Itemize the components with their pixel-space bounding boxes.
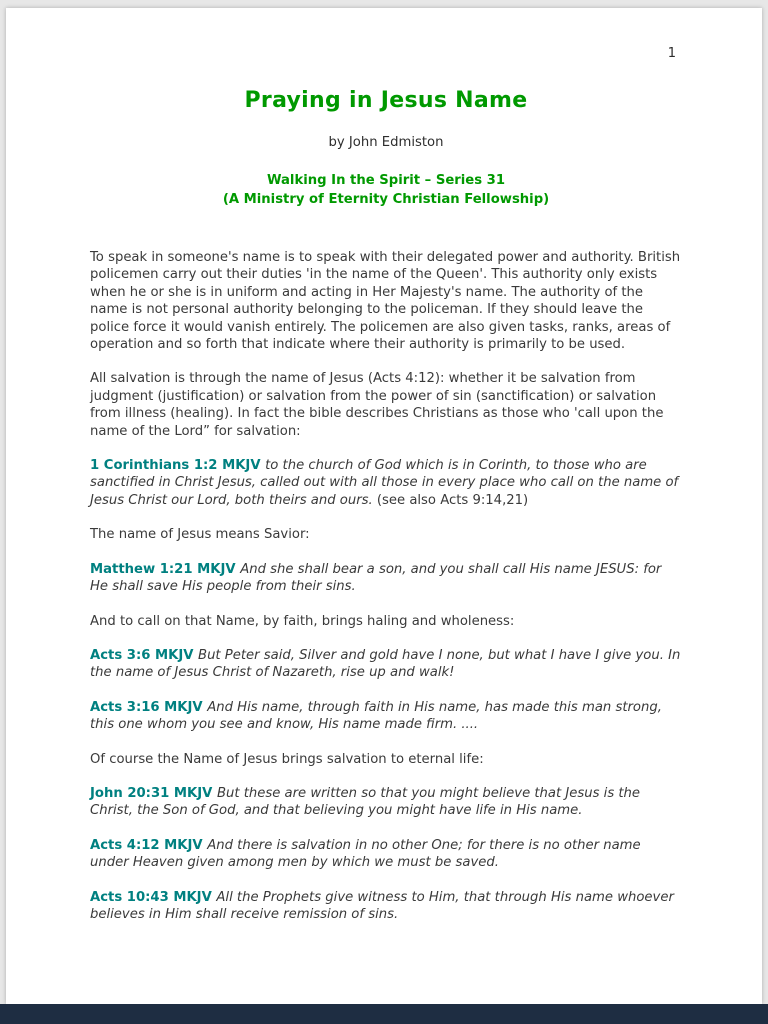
scripture-ref: 1 Corinthians 1:2 MKJV xyxy=(90,458,266,474)
scripture-paragraph xyxy=(90,837,682,872)
scripture-paragraph xyxy=(90,785,682,820)
scripture-paragraph xyxy=(90,561,682,596)
scripture-text: And there is salvation in no other One; for there is no other name under Heaven given among men by which we must be saved. xyxy=(90,837,641,871)
scripture-text: But Peter said, Silver and gold have I none, but what I have I give you. In the name of Jesus Christ of Nazareth, rise up and walk! xyxy=(90,647,681,681)
body-paragraph: And to call on that Name, by faith, brings haling and wholeness: xyxy=(90,613,515,629)
scripture-ref: Acts 10:43 MKJV xyxy=(90,889,217,905)
scripture-paragraph xyxy=(90,889,682,924)
byline: by John Edmiston xyxy=(328,135,444,150)
scripture-text: But these are written so that you might believe that Jesus is the Christ, the Son of God, and that believing you might have life in His name. xyxy=(90,785,641,819)
scripture-suffix: (see also Acts 9:14,21) xyxy=(372,492,529,508)
scripture-text: All the Prophets give witness to Him, that through His name whoever believes in Him shall receive remission of sins. xyxy=(90,889,674,922)
scripture-paragraph xyxy=(90,457,682,509)
scripture-paragraph xyxy=(90,647,682,682)
scripture-text: to the church of God which is in Corinth, to those who are sanctified in Christ Jesus, called out with all those in every place who call on the name of Jesus Christ our Lord, both theirs and ours. xyxy=(90,458,679,508)
series-title xyxy=(90,171,682,209)
scripture-paragraph xyxy=(90,699,682,734)
scripture-text: And she shall bear a son, and you shall call His name JESUS: for He shall save His people from their sins. xyxy=(90,561,662,595)
series-line-1: Walking In the Spirit – Series 31 xyxy=(266,173,506,188)
scripture-ref: Acts 3:16 MKJV xyxy=(90,699,208,715)
paragraphs xyxy=(90,249,682,923)
body-paragraph: To speak in someone's name is to speak with their delegated power and authority. British policemen carry out their duties 'in the name of the Queen'. This authority only exists when he or she is in uniform and acting in Her Majesty's name. The authority of the name is not personal authority belonging to the policeman. If they should leave the police force it would vanish entirely. The policemen are also given tasks, ranks, areas of operation and so forth that indicate where their authority is primarily to be used. xyxy=(90,250,681,353)
page-number: 1 xyxy=(667,46,676,61)
scripture-ref: Matthew 1:21 MKJV xyxy=(90,561,241,577)
scripture-ref: Acts 4:12 MKJV xyxy=(90,837,208,853)
body-paragraph: All salvation is through the name of Jesus (Acts 4:12): whether it be salvation from judgment (justification) or salvation from the power of sin (sanctification) or salvation from illness (healing). In fact the bible describes Christians as those who 'call upon the name of the Lord” for salvation: xyxy=(90,371,664,439)
scripture-ref: Acts 3:6 MKJV xyxy=(90,647,199,663)
document-page xyxy=(6,8,762,1004)
series-line-2: (A Ministry of Eternity Christian Fellowship) xyxy=(222,192,550,207)
viewer-footer-bar[interactable] xyxy=(0,1004,768,1024)
document-title: Praying in Jesus Name xyxy=(244,88,528,113)
scripture-text: And His name, through faith in His name, has made this man strong, this one whom you see and know, His name made firm. .... xyxy=(90,699,662,733)
scripture-ref: John 20:31 MKJV xyxy=(90,785,217,801)
body-paragraph: The name of Jesus means Savior: xyxy=(90,527,310,543)
body-paragraph: Of course the Name of Jesus brings salvation to eternal life: xyxy=(90,751,484,767)
